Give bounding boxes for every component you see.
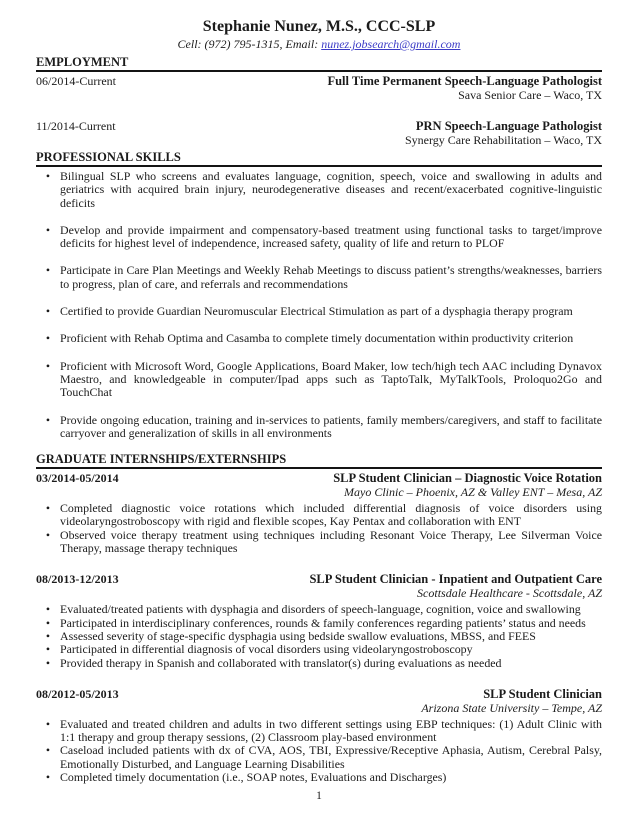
- internship-bullet-list: [36, 718, 602, 784]
- bullet-text: Provided therapy in Spanish and collaborated with translator(s) during evaluations as needed: [60, 655, 502, 670]
- bullet-text: Caseload included patients with dx of CVA, AOS, TBI, Expressive/Receptive Aphasia, Autism, Cerebral Palsy, Emotionally Disturbed, and Language Learning Disabilities: [60, 743, 602, 771]
- bullet-text: Completed timely documentation (i.e., SOAP notes, Evaluations and Discharges): [60, 770, 447, 785]
- bullet-icon: [36, 744, 60, 771]
- internship-bullet-item: [36, 502, 602, 529]
- bullet-icon: [36, 643, 60, 656]
- employment-entry: [36, 74, 602, 102]
- skill-bullet-item: [36, 360, 602, 400]
- skill-bullet-item: [36, 170, 602, 210]
- entry-date: 08/2012-05/2013: [36, 686, 119, 701]
- skill-bullet-item: [36, 224, 602, 251]
- entry-org: Sava Senior Care – Waco, TX: [458, 88, 602, 102]
- bullet-icon: [36, 305, 60, 318]
- bullet-icon: [36, 603, 60, 616]
- bullet-text: Evaluated/treated patients with dysphagia and disorders of speech-language, cognition, voice and swallowing: [60, 602, 581, 617]
- skill-bullet-item: [36, 332, 602, 345]
- entry-title: SLP Student Clinician – Diagnostic Voice Rotation: [333, 471, 602, 486]
- bullet-icon: [36, 617, 60, 630]
- bullet-icon: [36, 332, 60, 345]
- bullet-icon: [36, 771, 60, 784]
- entry-org: Mayo Clinic – Phoenix, AZ & Valley ENT – Mesa, AZ: [344, 485, 602, 500]
- skill-bullet-item: [36, 264, 602, 291]
- bullet-text: Participated in differential diagnosis of vocal disorders using videolaryngostroboscopy: [60, 642, 473, 657]
- internship-bullet-item: [36, 643, 602, 656]
- internship-bullet-list: [36, 502, 602, 555]
- bullet-text: Participated in interdisciplinary conferences, rounds & family conferences regarding patients’ status and needs: [60, 615, 586, 630]
- section-heading-professional-skills: PROFESSIONAL SKILLS: [36, 150, 602, 167]
- skills-list: [36, 170, 602, 440]
- bullet-icon: [36, 718, 60, 745]
- internship-bullet-item: [36, 603, 602, 616]
- bullet-text: Participate in Care Plan Meetings and Weekly Rehab Meetings to discuss patient’s strengths/weaknesses, barriers to progress, plan of care, and referrals and recommendations: [60, 263, 602, 291]
- entry-org: Arizona State University – Tempe, AZ: [421, 700, 602, 715]
- entry-org: Synergy Care Rehabilitation – Waco, TX: [405, 133, 602, 147]
- section-heading-employment: EMPLOYMENT: [36, 55, 602, 72]
- bullet-text: Proficient with Rehab Optima and Casamba to complete timely documentation within productivity criterion: [60, 331, 574, 346]
- entry-title: SLP Student Clinician: [483, 686, 602, 701]
- bullet-icon: [36, 529, 60, 556]
- bullet-text: Bilingual SLP who screens and evaluates language, cognition, speech, voice and swallowing in adults and geriatrics with acquired brain injury, neurodegenerative diseases and recent/exacerbated cognitive-linguistic deficits: [60, 169, 602, 210]
- employment-entry: [36, 119, 602, 147]
- bullet-icon: [36, 224, 60, 251]
- skill-bullet-item: [36, 305, 602, 318]
- entry-date: 08/2013-12/2013: [36, 572, 119, 587]
- internship-bullet-item: [36, 657, 602, 670]
- bullet-icon: [36, 414, 60, 441]
- bullet-text: Evaluated and treated children and adults in two different settings using EBP techniques: (1) Adult Clinic with 1:1 therapy and group therapy sessions, (2) Classroom play-based environment: [60, 716, 602, 745]
- entry-date: 06/2014-Current: [36, 74, 116, 88]
- bullet-text: Develop and provide impairment and compensatory-based treatment using functional tasks to target/improve deficits for highest level of independence, increased safety, quality of life and return to PLOF: [60, 222, 602, 251]
- internship-bullet-item: [36, 744, 602, 771]
- bullet-icon: [36, 264, 60, 291]
- entry-org: Scottsdale Healthcare - Scottsdale, AZ: [417, 586, 602, 601]
- bullet-text: Observed voice therapy treatment using techniques including Resonant Voice Therapy, Lee Silverman Voice Therapy, massage therapy techniques: [60, 527, 602, 556]
- bullet-icon: [36, 630, 60, 643]
- bullet-icon: [36, 502, 60, 529]
- bullet-text: Provide ongoing education, training and in-services to patients, family members/caregivers, and staff to facilitate carryover and generalization of skills in all environments: [60, 412, 602, 440]
- internship-bullet-list: [36, 603, 602, 669]
- entry-title: SLP Student Clinician - Inpatient and Outpatient Care: [309, 572, 602, 587]
- contact-prefix: Cell: (972) 795-1315, Email:: [177, 37, 322, 51]
- internship-bullet-item: [36, 630, 602, 643]
- internship-bullet-item: [36, 771, 602, 784]
- bullet-text: Certified to provide Guardian Neuromuscular Electrical Stimulation as part of a dysphagia therapy program: [60, 304, 573, 319]
- candidate-name: Stephanie Nunez, M.S., CCC-SLP: [202, 18, 436, 35]
- bullet-text: Proficient with Microsoft Word, Google Applications, Board Maker, low tech/high tech AAC including Dynavox Maestro, and knowledgeable in computer/Ipad apps such as TaptoTalk, MyTalkTools, Proloquo2Go and TouchChat: [60, 358, 602, 400]
- bullet-text: Completed diagnostic voice rotations which included differential diagnosis of voice disorders using videolaryngostroboscopy with rigid and flexible scopes, Kay Pentax and collaboration with ENT: [60, 501, 602, 529]
- internship-entry: [36, 572, 602, 669]
- skill-bullet-item: [36, 414, 602, 441]
- bullet-icon: [36, 170, 60, 210]
- page-number: 1: [316, 790, 322, 802]
- contact-line: [36, 37, 602, 52]
- entry-date: 03/2014-05/2014: [36, 471, 119, 486]
- email-link[interactable]: nunez.jobsearch@gmail.com: [321, 37, 461, 51]
- internship-bullet-item: [36, 617, 602, 630]
- bullet-icon: [36, 657, 60, 670]
- entry-date: 11/2014-Current: [36, 119, 116, 133]
- bullet-icon: [36, 360, 60, 400]
- internship-bullet-item: [36, 529, 602, 556]
- bullet-text: Assessed severity of stage-specific dysphagia using bedside swallow evaluations, MBSS, and FEES: [60, 628, 536, 643]
- internship-entry: [36, 687, 602, 784]
- section-heading-internships: GRADUATE INTERNSHIPS/EXTERNSHIPS: [36, 452, 602, 469]
- entry-title: Full Time Permanent Speech-Language Pathologist: [327, 74, 602, 88]
- internship-bullet-item: [36, 718, 602, 745]
- internship-entry: [36, 471, 602, 555]
- entry-title: PRN Speech-Language Pathologist: [415, 119, 602, 133]
